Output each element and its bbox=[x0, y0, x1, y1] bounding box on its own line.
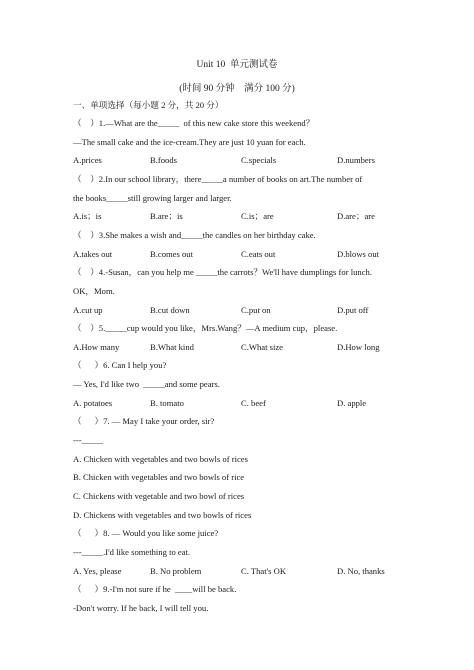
option-d: D. apple bbox=[337, 398, 367, 408]
option-a: A. Yes, please bbox=[73, 566, 122, 576]
question-line: ---_____ bbox=[73, 435, 104, 445]
option-d: D. No, thanks bbox=[337, 566, 385, 576]
option-a: A.takes out bbox=[73, 249, 113, 259]
question-line: — Yes, I'd like two _____and some pears. bbox=[73, 379, 220, 389]
option-c: C.put on bbox=[241, 305, 271, 315]
option-d: D.blows out bbox=[337, 249, 380, 259]
option-b: B.foods bbox=[150, 155, 177, 165]
option-c: C. That's OK bbox=[241, 566, 287, 576]
option-a: A.How many bbox=[73, 342, 120, 352]
option-c: C. beef bbox=[241, 398, 266, 408]
page-title: Unit 10 单元测试卷 bbox=[196, 60, 278, 70]
option-b: B.What kind bbox=[150, 342, 194, 352]
option-d: D.put off bbox=[337, 305, 369, 315]
page-subtitle: (时间 90 分钟 满分 100 分) bbox=[179, 84, 295, 94]
option-c: C.What size bbox=[241, 342, 283, 352]
question-line: （ ）9.-I'm not sure if he ____will be back. bbox=[73, 584, 237, 594]
section-heading: 一、单项选择（每小题 2 分，共 20 分） bbox=[73, 100, 224, 110]
question-line: （ ）2.In our school library，there_____a number of books on art.The number of bbox=[73, 174, 363, 184]
question-line: （ ）5._____cup would you like，Mrs.Wang？—A medium cup，please. bbox=[73, 323, 338, 333]
option-c: C.eats out bbox=[241, 249, 276, 259]
question-line: —The small cake and the ice-cream.They are just 10 yuan for each. bbox=[73, 137, 306, 147]
option-b: B. Chicken with vegetables and two bowls of rice bbox=[73, 472, 245, 482]
option-b: B.comes out bbox=[150, 249, 193, 259]
option-b: B. No problem bbox=[150, 566, 202, 576]
question-line: （ ）1.—What are the_____ of this new cake store this weekend？ bbox=[73, 118, 315, 128]
question-line: OK，Mom. bbox=[73, 286, 115, 296]
option-c: C.specials bbox=[241, 155, 277, 165]
option-b: B. tomato bbox=[150, 398, 184, 408]
option-d: D.numbers bbox=[337, 155, 375, 165]
option-a: A.is；is bbox=[73, 211, 102, 221]
option-c: C.is；are bbox=[241, 211, 274, 221]
option-d: D.are；are bbox=[337, 211, 375, 221]
option-b: B.cut down bbox=[150, 305, 190, 315]
option-b: B.are；is bbox=[150, 211, 183, 221]
option-c: C. Chickens with vegetable and two bowl of rices bbox=[73, 491, 245, 501]
question-line: （ ）4.-Susan，can you help me _____the carrots？We'll have dumplings for lunch. bbox=[73, 267, 372, 277]
question-line: -Don't worry. If he back, I will tell you. bbox=[73, 603, 209, 613]
option-a: A.cut up bbox=[73, 305, 103, 315]
option-a: A.prices bbox=[73, 155, 102, 165]
question-line: （ ）8. — Would you like some juice? bbox=[73, 528, 219, 538]
option-d: D.How long bbox=[337, 342, 380, 352]
question-line: the books_____still growing larger and larger. bbox=[73, 193, 232, 203]
question-line: （ ）7. — May I take your order, sir? bbox=[73, 416, 215, 426]
option-a: A. potatoes bbox=[73, 398, 113, 408]
question-line: （ ）3.She makes a wish and_____the candles on her birthday cake. bbox=[73, 230, 316, 240]
option-a: A. Chicken with vegetables and two bowls of rices bbox=[73, 454, 248, 464]
question-line: ---_____.I'd like something to eat. bbox=[73, 547, 191, 557]
option-d: D. Chickens with vegetables and two bowls of rices bbox=[73, 510, 252, 520]
question-line: （ ）6. Can I help you? bbox=[73, 360, 167, 370]
